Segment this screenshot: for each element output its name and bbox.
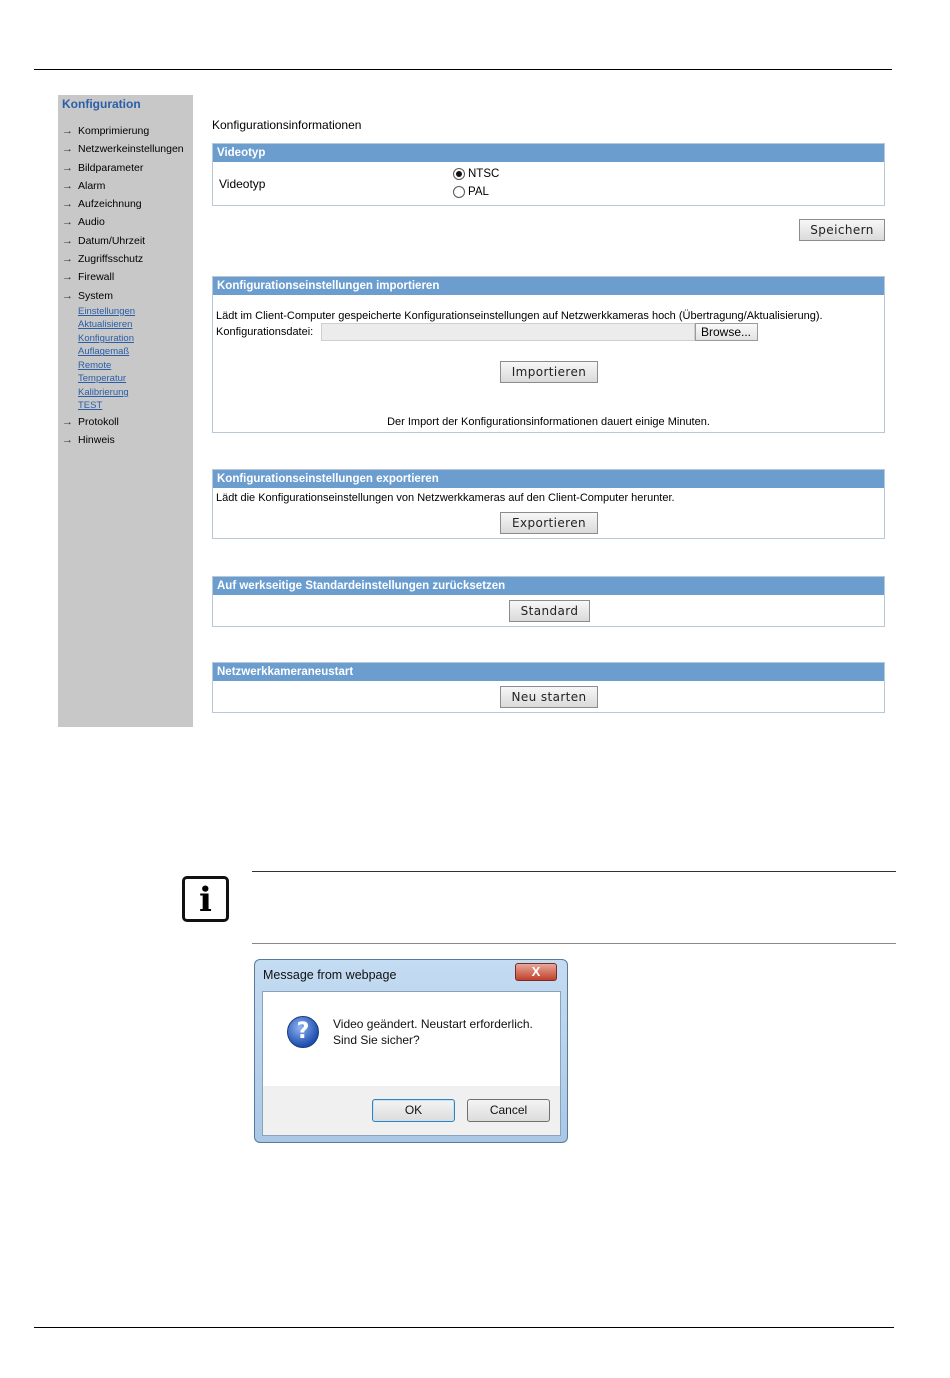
arrow-right-icon: → [62,271,73,284]
arrow-right-icon: → [62,415,73,428]
cancel-button[interactable]: Cancel [467,1099,550,1122]
videotyp-header: Videotyp [213,144,884,162]
radio-ntsc[interactable]: NTSC [453,168,499,180]
info-rule-bottom [252,943,896,944]
sidebar-item-aufzeichnung[interactable]: → Aufzeichnung [62,195,192,213]
import-header: Konfigurationseinstellungen importieren [213,277,884,295]
radio-pal[interactable]: PAL [453,186,489,198]
sidebar [58,95,193,727]
import-button[interactable]: Importieren [500,361,598,383]
submenu-test[interactable]: TEST [78,400,103,412]
page-title: Konfigurationsinformationen [212,118,362,132]
ok-button[interactable]: OK [372,1099,455,1122]
file-input[interactable] [321,323,695,341]
browse-button[interactable]: Browse... [695,323,758,341]
submenu-auflagemass[interactable]: Auflagemaß [78,346,130,358]
import-description: Lädt im Client-Computer gespeicherte Konfigurationseinstellungen auf Netzwerkkameras hoch (Übertragung/Aktualisierung). [216,310,823,322]
submenu-remote[interactable]: Remote [78,359,112,371]
arrow-right-icon: → [62,253,73,266]
radio-button-unchecked[interactable] [453,186,465,198]
top-rule [34,69,892,70]
sidebar-item-alarm[interactable]: → Alarm [62,177,192,195]
arrow-right-icon: → [62,234,73,247]
info-rule-top [252,871,896,872]
dialog-body [262,991,561,1136]
arrow-right-icon: → [62,143,73,156]
submenu-aktualisieren[interactable]: Aktualisieren [78,319,133,331]
submenu-temperatur[interactable]: Temperatur [78,373,127,385]
restart-header: Netzwerkkameraneustart [213,663,884,681]
sidebar-item-system[interactable]: → System [62,287,192,305]
arrow-right-icon: → [62,198,73,211]
dialog-message: Video geändert. Neustart erforderlich. Sind Sie sicher? [333,1017,533,1047]
export-section [212,469,885,539]
arrow-right-icon: → [62,161,73,174]
export-button[interactable]: Exportieren [500,512,598,534]
sidebar-item-firewall[interactable]: → Firewall [62,268,192,286]
import-note: Der Import der Konfigurationsinformationen dauert einige Minuten. [387,416,710,428]
arrow-right-icon: → [62,289,73,302]
question-icon: ? [287,1016,319,1048]
sidebar-item-protokoll[interactable]: → Protokoll [62,413,192,431]
export-description: Lädt die Konfigurationseinstellungen von Netzwerkkameras auf den Client-Computer herunter. [216,492,675,504]
dialog-title: Message from webpage [263,968,397,982]
standard-button[interactable]: Standard [509,600,590,622]
import-section [212,276,885,433]
sidebar-item-netzwerkeinstellungen[interactable]: → Netzwerkeinstellungen [62,140,192,158]
info-icon: i [182,876,229,922]
arrow-right-icon: → [62,216,73,229]
reset-section [212,576,885,627]
sidebar-item-bildparameter[interactable]: → Bildparameter [62,159,192,177]
bottom-rule [34,1327,894,1328]
message-dialog [254,959,568,1143]
sidebar-item-komprimierung[interactable]: → Komprimierung [62,122,192,140]
videotyp-label: Videotyp [219,177,266,191]
sidebar-item-zugriffsschutz[interactable]: → Zugriffsschutz [62,250,192,268]
sidebar-item-audio[interactable]: → Audio [62,213,192,231]
restart-section [212,662,885,713]
arrow-right-icon: → [62,434,73,447]
close-icon[interactable]: X [515,963,557,981]
arrow-right-icon: → [62,179,73,192]
submenu-kalibrierung[interactable]: Kalibrierung [78,386,129,398]
export-header: Konfigurationseinstellungen exportieren [213,470,884,488]
save-button[interactable]: Speichern [799,219,885,241]
videotyp-section [212,143,885,206]
submenu-konfiguration[interactable]: Konfiguration [78,332,134,344]
restart-button[interactable]: Neu starten [500,686,598,708]
radio-button-checked[interactable] [453,168,465,180]
sidebar-item-datum-uhrzeit[interactable]: → Datum/Uhrzeit [62,232,192,250]
file-label: Konfigurationsdatei: [216,326,314,338]
sidebar-title: Konfiguration [62,97,141,111]
sidebar-nav [62,122,192,450]
reset-header: Auf werkseitige Standardeinstellungen zurücksetzen [213,577,884,595]
submenu-einstellungen[interactable]: Einstellungen [78,305,136,317]
sidebar-item-hinweis[interactable]: → Hinweis [62,431,192,449]
arrow-right-icon: → [62,125,73,137]
system-submenu [62,305,192,413]
